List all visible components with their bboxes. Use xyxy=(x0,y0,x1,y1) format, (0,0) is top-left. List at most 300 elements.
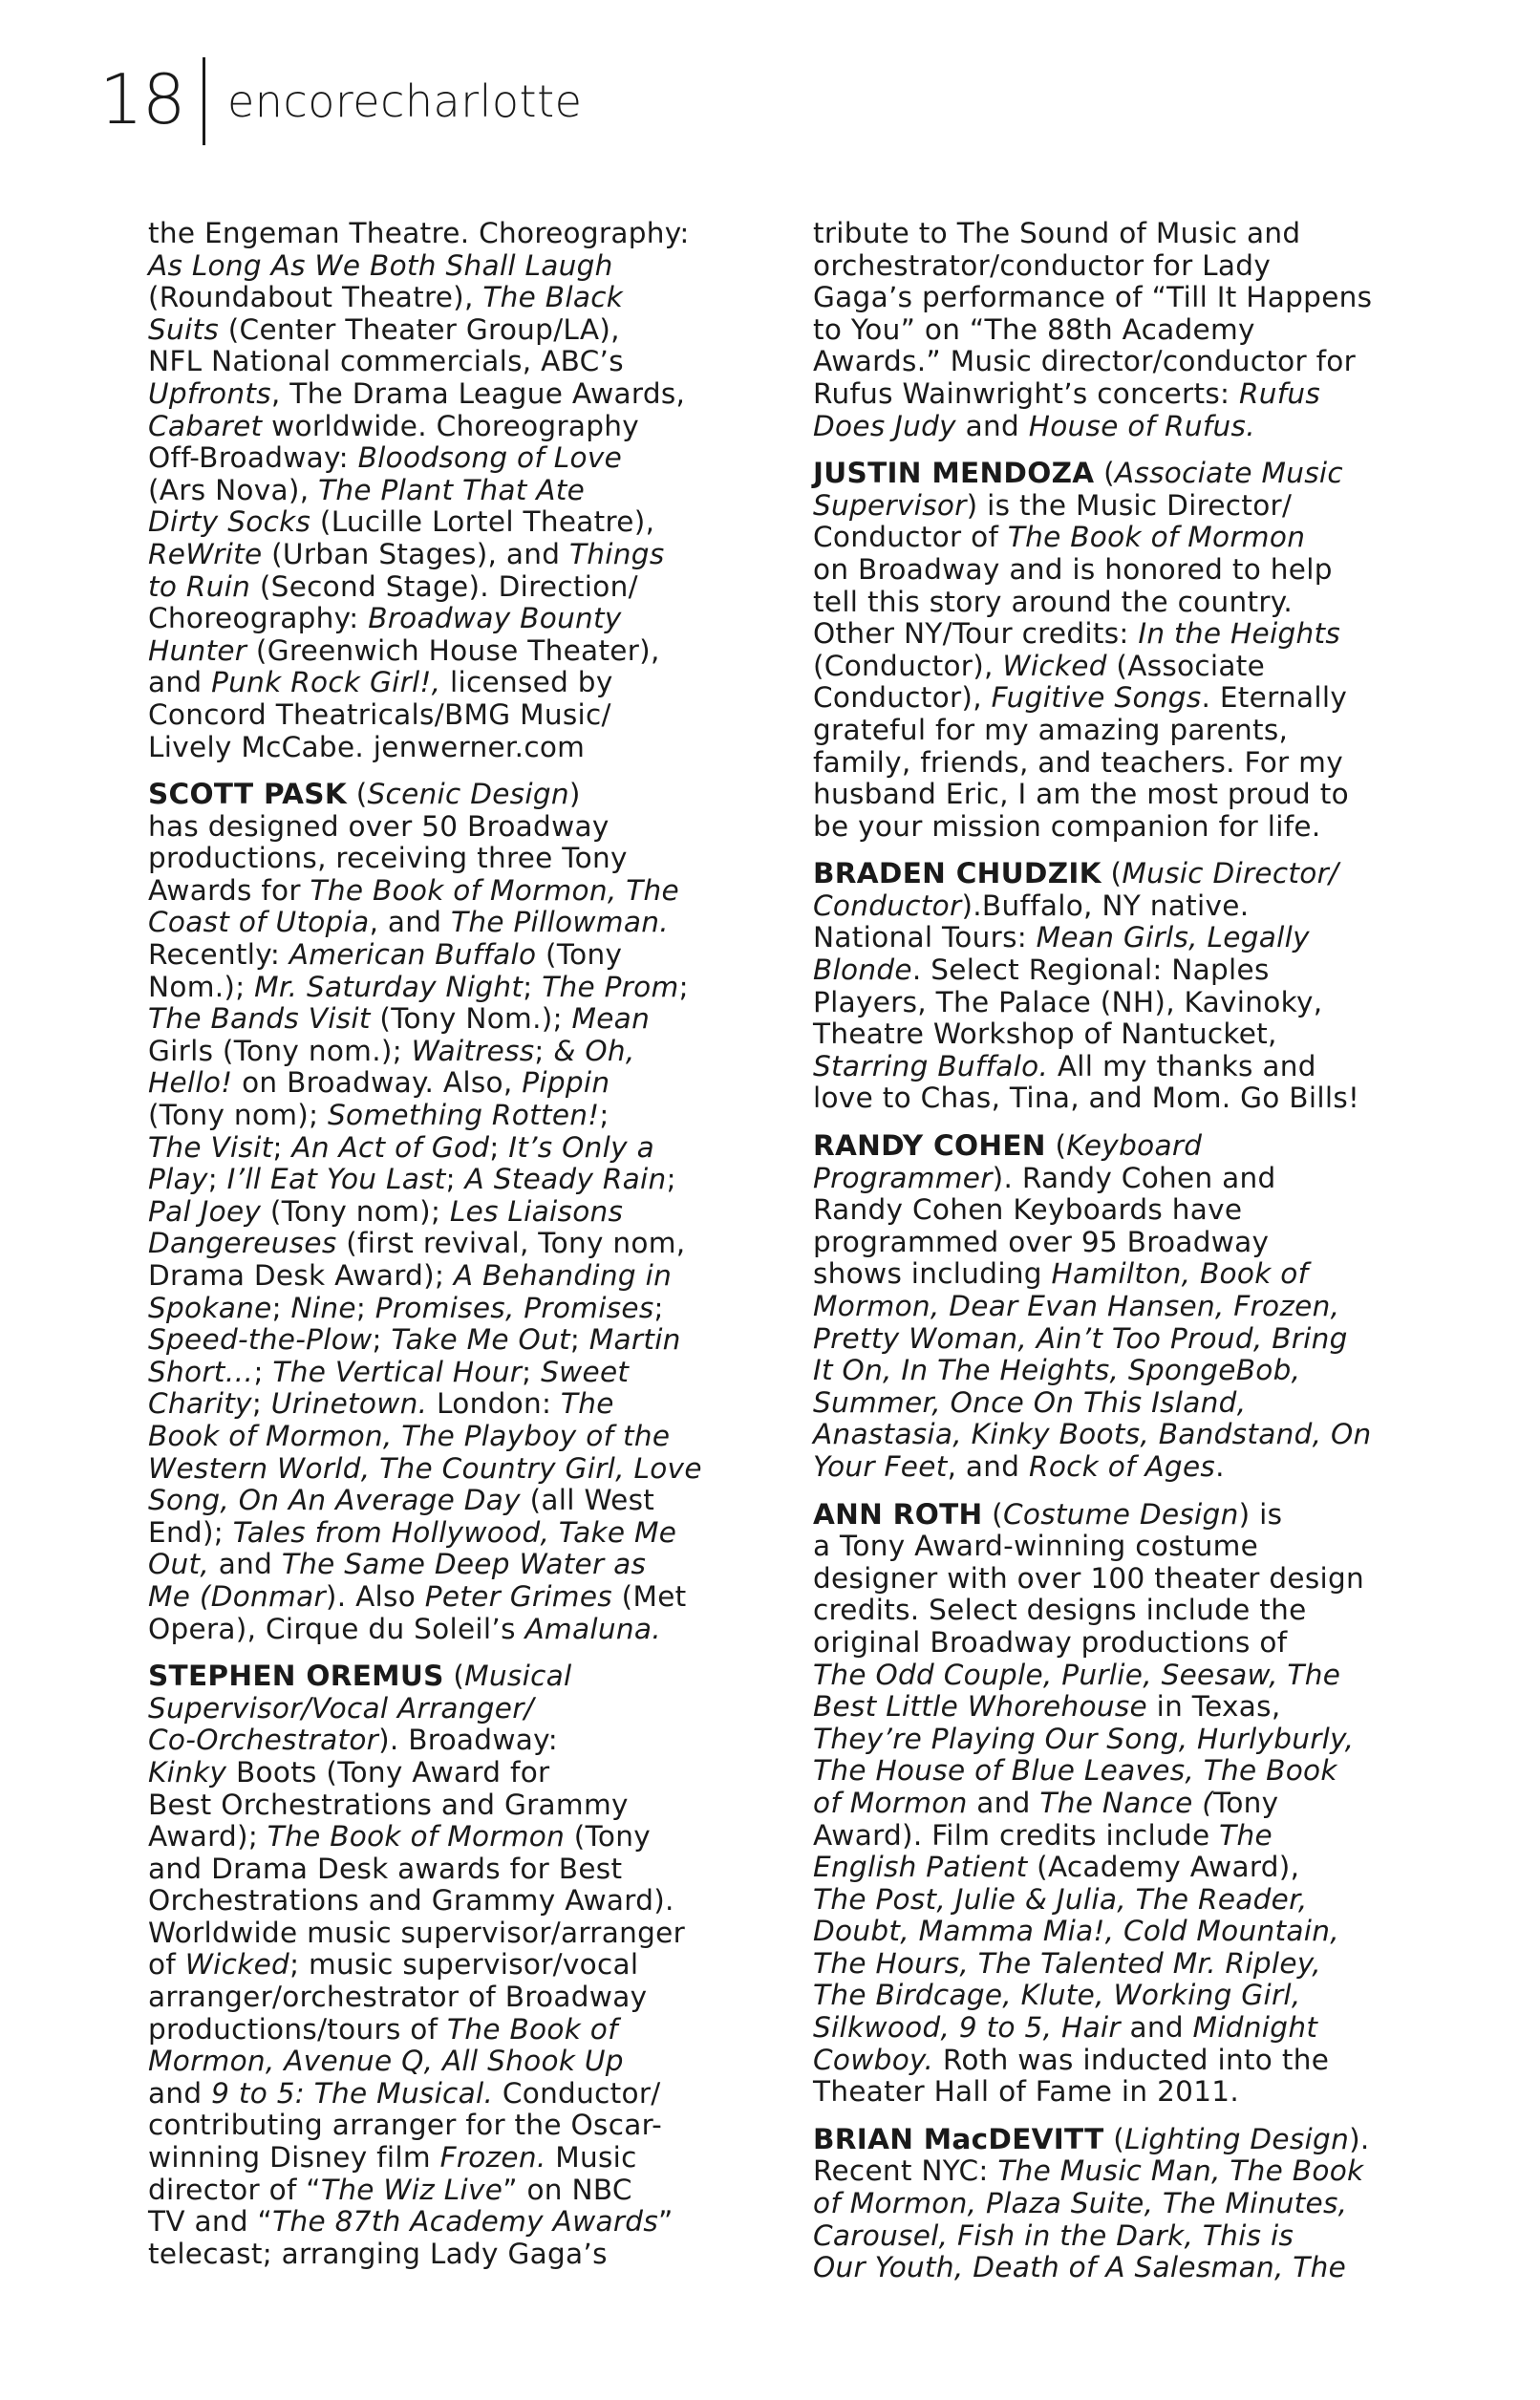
italic-title: Charity xyxy=(148,1387,252,1421)
italic-title: In the Heights xyxy=(1138,617,1341,651)
italic-title: Suits xyxy=(148,312,220,346)
text-line xyxy=(148,1517,752,1550)
italic-title: Starring Buffalo. xyxy=(813,1049,1049,1082)
italic-title: English Patient xyxy=(813,1851,1028,1884)
italic-title: Pal Joey xyxy=(148,1194,262,1228)
italic-title: The Birdcage, Klute, Working Girl, xyxy=(813,1979,1301,2012)
italic-title: Keyboard xyxy=(1066,1129,1203,1163)
text-line xyxy=(813,618,1417,651)
text-run: arranger/orchestrator of Broadway xyxy=(148,1981,648,2014)
italic-title: Wicked xyxy=(184,1948,290,1982)
text-line xyxy=(148,732,752,764)
text-line xyxy=(148,1196,752,1229)
text-run: ( xyxy=(1101,857,1123,890)
italic-title: A Behanding in xyxy=(453,1259,673,1292)
text-line xyxy=(813,1980,1417,2012)
text-run: Worldwide music supervisor/arranger xyxy=(148,1916,686,1949)
text-run: (Ars Nova), xyxy=(148,473,319,506)
text-run: ; xyxy=(372,1323,392,1357)
text-line xyxy=(148,1549,752,1581)
italic-title: The Music Man, The Book xyxy=(997,2154,1364,2188)
text-run: Rufus Wainwright’s concerts: xyxy=(813,376,1239,410)
bio-paragraph xyxy=(813,858,1417,1115)
bio-paragraph xyxy=(813,218,1417,442)
text-line xyxy=(148,1453,752,1486)
italic-title: Supervisor/Vocal Arranger/ xyxy=(148,1691,534,1725)
text-run: Conductor/ xyxy=(493,2076,661,2110)
text-run: ” xyxy=(658,2205,674,2239)
text-run: ; xyxy=(522,1355,542,1388)
italic-title: Scenic Design xyxy=(367,778,569,811)
text-line xyxy=(148,1757,752,1789)
text-line xyxy=(148,539,752,571)
italic-title: The Visit xyxy=(148,1130,273,1164)
text-run: NFL National commercials, ABC’s xyxy=(148,345,624,378)
italic-title: The Odd Couple, Purlie, Seesaw, The xyxy=(813,1658,1341,1691)
text-run: Players, The Palace (NH), Kavinoky, xyxy=(813,985,1323,1018)
text-line xyxy=(813,2220,1417,2253)
text-run: ( xyxy=(443,1660,465,1693)
text-line xyxy=(148,1036,752,1068)
text-run: ; xyxy=(534,1034,554,1067)
italic-title: I’ll Eat You Last xyxy=(226,1163,446,1196)
bio-paragraph xyxy=(148,1661,752,2270)
text-line xyxy=(813,1194,1417,1227)
text-run: (Second Stage). Direction/ xyxy=(250,569,638,603)
text-line xyxy=(813,1595,1417,1627)
italic-title: Out, xyxy=(148,1548,210,1581)
text-run: ; xyxy=(599,1099,610,1132)
text-run: Randy Cohen Keyboards have xyxy=(813,1193,1243,1227)
text-run: Best Orchestrations and Grammy xyxy=(148,1788,629,1821)
italic-title: Silkwood, 9 to 5, Hair xyxy=(813,2011,1121,2045)
italic-title: The Hours, The Talented Mr. Ripley, xyxy=(813,1946,1321,1980)
italic-title: Cowboy. xyxy=(813,2043,934,2076)
text-line xyxy=(813,1323,1417,1356)
text-line xyxy=(813,1948,1417,1981)
italic-title: Urinetown. xyxy=(270,1387,428,1421)
italic-title: Take Me Out xyxy=(391,1323,570,1357)
text-run: ( xyxy=(982,1497,1003,1531)
bio-paragraph xyxy=(813,2124,1417,2284)
italic-title: The Book of xyxy=(447,2012,618,2046)
text-run: orchestrator/conductor for Lady xyxy=(813,248,1272,282)
text-run: and xyxy=(955,409,1029,442)
text-run: Theatre Workshop of Nantucket, xyxy=(813,1018,1277,1051)
text-line xyxy=(813,378,1417,411)
italic-title: Broadway Bounty xyxy=(368,602,622,635)
text-line xyxy=(148,1100,752,1132)
italic-title: The Book of Mormon, The xyxy=(310,873,679,907)
text-run: , The Drama League Awards, xyxy=(270,376,686,410)
text-line xyxy=(148,1918,752,1950)
italic-title: Peter Grimes xyxy=(424,1579,612,1613)
text-line xyxy=(148,1821,752,1854)
text-line xyxy=(148,2014,752,2046)
italic-title: Tales from Hollywood, Take Me xyxy=(232,1515,677,1549)
text-run: (Center Theater Group/LA), xyxy=(219,312,620,346)
text-line xyxy=(148,1661,752,1693)
italic-title: Programmer xyxy=(813,1161,993,1194)
italic-title: Rock of Ages xyxy=(1029,1449,1216,1483)
text-line xyxy=(148,314,752,347)
italic-title: Pippin xyxy=(522,1066,610,1100)
italic-title: The Wiz Live xyxy=(320,2173,503,2206)
italic-title: A Steady Rain xyxy=(464,1163,667,1196)
text-line xyxy=(813,458,1417,490)
text-run: Tony xyxy=(1213,1786,1279,1819)
italic-title: Things xyxy=(568,537,665,570)
text-line xyxy=(148,571,752,604)
text-run: to You” on “The 88th Academy xyxy=(813,312,1255,346)
text-line xyxy=(148,875,752,908)
text-line xyxy=(813,1082,1417,1115)
text-run: ; xyxy=(489,1130,509,1164)
italic-title: The Black xyxy=(482,281,624,314)
italic-title: 9 to 5: The Musical. xyxy=(211,2076,494,2110)
text-line xyxy=(813,2124,1417,2156)
text-run: husband Eric, I am the most proud to xyxy=(813,778,1349,811)
text-line xyxy=(148,1228,752,1260)
italic-title: Western World, The Country Girl, Love xyxy=(148,1451,702,1485)
italic-title: Bloodsong of Love xyxy=(357,441,623,475)
text-run: , and xyxy=(947,1449,1030,1483)
text-line xyxy=(813,250,1417,283)
text-run: Other NY/Tour credits: xyxy=(813,617,1139,651)
italic-title: Musical xyxy=(464,1660,572,1693)
text-run: credits. Select designs include the xyxy=(813,1594,1307,1627)
text-line xyxy=(148,1132,752,1165)
italic-title: Conductor xyxy=(813,889,962,922)
italic-title: Costume Design xyxy=(1002,1497,1239,1531)
text-run: and xyxy=(209,1548,282,1581)
text-run: All my thanks and xyxy=(1048,1049,1316,1082)
italic-title: Kinky xyxy=(148,1755,227,1789)
italic-title: Blonde xyxy=(813,954,912,987)
text-run: ; xyxy=(271,1291,291,1324)
italic-title: Promises, Promises xyxy=(374,1291,654,1324)
text-run: (Tony Nom.); xyxy=(370,1002,572,1036)
italic-title: Nine xyxy=(290,1291,356,1324)
text-line xyxy=(813,218,1417,250)
italic-title: Wicked xyxy=(1002,649,1107,682)
text-line xyxy=(813,1884,1417,1917)
text-run: ; xyxy=(678,970,689,1003)
text-run: of xyxy=(148,1948,185,1982)
bio-paragraph xyxy=(813,1130,1417,1484)
text-run: ( xyxy=(1094,457,1115,490)
text-run: licensed by xyxy=(440,666,613,699)
text-run: ; xyxy=(445,1163,465,1196)
text-line xyxy=(148,1357,752,1389)
text-line xyxy=(813,1355,1417,1387)
italic-title: Short… xyxy=(148,1355,254,1388)
bio-paragraph xyxy=(813,458,1417,843)
italic-title: Amaluna. xyxy=(524,1612,661,1645)
text-line xyxy=(148,699,752,732)
text-run: (Lucille Lortel Theatre), xyxy=(310,505,655,539)
text-run: ; xyxy=(653,1291,664,1324)
text-line xyxy=(813,1563,1417,1596)
text-line xyxy=(813,779,1417,811)
text-line xyxy=(813,1755,1417,1788)
text-run: original Broadway productions of xyxy=(813,1625,1288,1659)
text-line xyxy=(813,1130,1417,1163)
person-name: SCOTT PASK xyxy=(148,778,348,811)
text-run: ( xyxy=(1103,2122,1125,2155)
italic-title: to Ruin xyxy=(148,569,251,603)
text-run: National Tours: xyxy=(813,921,1037,954)
italic-title: Frozen. xyxy=(439,2141,546,2175)
italic-title: Hamilton, Book of xyxy=(1051,1257,1309,1291)
text-line xyxy=(148,442,752,475)
text-line xyxy=(813,1852,1417,1884)
italic-title: Me (Donmar xyxy=(148,1579,326,1613)
text-line xyxy=(813,2155,1417,2188)
text-run: . Eternally xyxy=(1201,681,1348,715)
text-run: Opera), Cirque du Soleil’s xyxy=(148,1612,525,1645)
text-line xyxy=(148,2078,752,2111)
text-run: telecast; arranging Lady Gaga’s xyxy=(148,2237,608,2270)
text-run: ; xyxy=(569,1323,589,1357)
text-run: Recent NYC: xyxy=(813,2154,998,2188)
italic-title: Rufus xyxy=(1238,376,1321,410)
text-run: Award). Film credits include xyxy=(813,1818,1220,1852)
bio-paragraph xyxy=(813,1499,1417,2109)
text-run: and xyxy=(148,2076,212,2110)
text-line xyxy=(148,1614,752,1646)
text-line xyxy=(813,1387,1417,1420)
text-run: (Tony nom); xyxy=(261,1194,450,1228)
italic-title: The Plant That Ate xyxy=(318,473,586,506)
text-line xyxy=(148,2046,752,2078)
text-run: Music xyxy=(545,2141,637,2175)
text-run: and xyxy=(148,666,212,699)
text-run: ( xyxy=(347,778,368,811)
text-line xyxy=(813,1724,1417,1756)
text-line xyxy=(148,603,752,635)
text-line xyxy=(148,1293,752,1325)
text-run: ; xyxy=(253,1355,273,1388)
italic-title: Associate Music xyxy=(1114,457,1343,490)
text-run: (Tony xyxy=(536,938,623,972)
text-run: (Greenwich House Theater), xyxy=(246,633,660,667)
text-run: and Drama Desk awards for Best xyxy=(148,1852,623,1885)
text-run: Gaga’s performance of “Till It Happens xyxy=(813,281,1373,314)
text-run: ; xyxy=(207,1163,227,1196)
text-run: Awards.” Music director/conductor for xyxy=(813,345,1357,378)
text-line xyxy=(148,1949,752,1982)
text-run: ) is the Music Director/ xyxy=(966,488,1293,522)
bio-paragraph xyxy=(148,779,752,1645)
text-line xyxy=(148,250,752,283)
text-run: Award); xyxy=(148,1820,267,1854)
text-line xyxy=(148,475,752,507)
text-line xyxy=(148,2175,752,2207)
person-name: RANDY COHEN xyxy=(813,1129,1046,1163)
italic-title: It’s Only a xyxy=(508,1130,654,1164)
text-line xyxy=(813,747,1417,780)
text-run: London: xyxy=(427,1387,561,1421)
text-run: Roth was inducted into the xyxy=(933,2043,1330,2076)
text-line xyxy=(813,1018,1417,1051)
italic-title: Co-Orchestrator xyxy=(148,1724,379,1757)
italic-title: Book of Mormon, The Playboy of the xyxy=(148,1419,671,1452)
italic-title: Spokane xyxy=(148,1291,272,1324)
person-name: JUSTIN MENDOZA xyxy=(813,457,1095,490)
header-divider xyxy=(203,57,205,145)
text-run: (Conductor), xyxy=(813,649,1003,682)
text-line xyxy=(813,587,1417,619)
text-run: Boots (Tony Award for xyxy=(226,1755,550,1789)
text-run: productions/tours of xyxy=(148,2012,448,2046)
text-line xyxy=(813,522,1417,554)
italic-title: The Nance ( xyxy=(1039,1786,1214,1819)
text-run: winning Disney film xyxy=(148,2141,440,2175)
person-name: STEPHEN OREMUS xyxy=(148,1660,444,1693)
text-run: the Engeman Theatre. Choreography: xyxy=(148,217,690,249)
text-run: has designed over 50 Broadway xyxy=(148,809,610,843)
text-run: on Broadway. Also, xyxy=(232,1066,523,1100)
right-column xyxy=(813,218,1417,2300)
text-line xyxy=(813,954,1417,987)
text-line xyxy=(813,282,1417,314)
italic-title: Summer, Once On This Island, xyxy=(813,1385,1247,1419)
publication-name: encorecharlotte xyxy=(227,75,583,127)
text-line xyxy=(813,1163,1417,1195)
italic-title: Does Judy xyxy=(813,409,956,442)
text-run: Girls (Tony nom.); xyxy=(148,1034,412,1067)
text-run: grateful for my amazing parents, xyxy=(813,713,1289,746)
text-line xyxy=(148,667,752,699)
text-run: Awards for xyxy=(148,873,310,907)
text-run: ). Randy Cohen and xyxy=(992,1161,1276,1194)
text-line xyxy=(148,972,752,1004)
text-run: ; xyxy=(523,970,543,1003)
italic-title: It On, In The Heights, SpongeBob, xyxy=(813,1354,1301,1387)
text-run: and xyxy=(967,1786,1040,1819)
text-run: shows including xyxy=(813,1257,1052,1291)
text-line xyxy=(148,1388,752,1421)
text-line xyxy=(813,682,1417,715)
text-line xyxy=(148,1854,752,1886)
text-line xyxy=(148,2110,752,2142)
text-run: ; xyxy=(272,1130,292,1164)
text-run: (Met xyxy=(611,1579,687,1613)
text-line xyxy=(148,411,752,443)
italic-title: Waitress xyxy=(411,1034,535,1067)
text-run: tribute to The Sound of Music and xyxy=(813,217,1301,249)
person-name: BRADEN CHUDZIK xyxy=(813,857,1102,890)
text-line xyxy=(813,1227,1417,1259)
text-line xyxy=(148,2239,752,2271)
text-line xyxy=(148,506,752,539)
italic-title: Midnight xyxy=(1192,2011,1318,2045)
text-run: ; xyxy=(355,1291,375,1324)
text-line xyxy=(813,2045,1417,2077)
text-run: . xyxy=(1215,1449,1225,1483)
italic-title: The Pillowman. xyxy=(451,906,669,939)
italic-title: Mormon, Dear Evan Hansen, Frozen, xyxy=(813,1290,1340,1322)
italic-title: House of Rufus. xyxy=(1028,409,1255,442)
text-run: Orchestrations and Grammy Award). xyxy=(148,1884,674,1918)
italic-title: of Mormon xyxy=(813,1786,968,1819)
text-line xyxy=(148,811,752,844)
text-line xyxy=(813,1451,1417,1484)
italic-title: The Book of Mormon xyxy=(267,1820,566,1854)
italic-title: The Same Deep Water as xyxy=(281,1548,647,1581)
person-name: ANN ROTH xyxy=(813,1497,983,1531)
text-line xyxy=(148,2206,752,2239)
text-run: Off-Broadway: xyxy=(148,441,358,475)
text-line xyxy=(148,1982,752,2014)
text-line xyxy=(148,1789,752,1822)
text-run: (Tony nom); xyxy=(148,1099,329,1132)
italic-title: Anastasia, Kinky Boots, Bandstand, On xyxy=(813,1418,1372,1451)
text-line xyxy=(148,1421,752,1453)
text-line xyxy=(813,346,1417,378)
italic-title: Our Youth, Death of A Salesman, The xyxy=(813,2251,1347,2284)
text-line xyxy=(148,1260,752,1293)
italic-title: Sweet xyxy=(541,1355,630,1388)
text-line xyxy=(148,378,752,411)
text-line xyxy=(813,314,1417,347)
italic-title: The 87th Academy Awards xyxy=(272,2205,658,2239)
italic-title: The Bands Visit xyxy=(148,1002,371,1036)
text-run: and xyxy=(1120,2011,1193,2045)
text-run: Drama Desk Award); xyxy=(148,1259,454,1292)
text-line xyxy=(813,554,1417,587)
text-run: be your mission companion for life. xyxy=(813,809,1321,843)
text-run: director of “ xyxy=(148,2173,321,2206)
italic-title: Supervisor xyxy=(813,488,967,522)
text-line xyxy=(148,282,752,314)
text-run: ; xyxy=(666,1163,676,1196)
text-run: designer with over 100 theater design xyxy=(813,1561,1365,1595)
text-line xyxy=(148,1067,752,1100)
italic-title: Dangereuses xyxy=(148,1227,337,1260)
text-run: ).Buffalo, NY native. xyxy=(961,889,1250,922)
text-line xyxy=(148,2142,752,2175)
text-line xyxy=(813,2252,1417,2284)
italic-title: Upfronts xyxy=(148,376,271,410)
text-line xyxy=(148,1725,752,1757)
text-run: ; music supervisor/vocal xyxy=(289,1948,639,1982)
text-line xyxy=(813,715,1417,747)
text-run: ” on NBC xyxy=(503,2173,632,2206)
text-line xyxy=(148,1693,752,1725)
text-run: tell this story around the country. xyxy=(813,585,1294,618)
text-line xyxy=(813,1499,1417,1532)
italic-title: The Book of Mormon xyxy=(1007,521,1306,554)
italic-title: Mean xyxy=(571,1002,651,1036)
text-line xyxy=(813,1916,1417,1948)
italic-title: Fugitive Songs xyxy=(991,681,1202,715)
italic-title: Your Feet xyxy=(813,1449,948,1483)
text-line xyxy=(148,1485,752,1517)
text-run: (all West xyxy=(520,1484,655,1517)
italic-title: Pretty Woman, Ain’t Too Proud, Bring xyxy=(813,1321,1348,1355)
italic-title: Song, On An Average Day xyxy=(148,1484,521,1517)
text-run: . Select Regional: Naples xyxy=(911,954,1270,987)
text-line xyxy=(813,811,1417,844)
text-line xyxy=(813,890,1417,923)
text-line xyxy=(148,779,752,811)
left-column xyxy=(148,218,752,2285)
text-line xyxy=(813,1660,1417,1692)
text-line xyxy=(148,635,752,668)
text-run: (Associate xyxy=(1106,649,1266,682)
